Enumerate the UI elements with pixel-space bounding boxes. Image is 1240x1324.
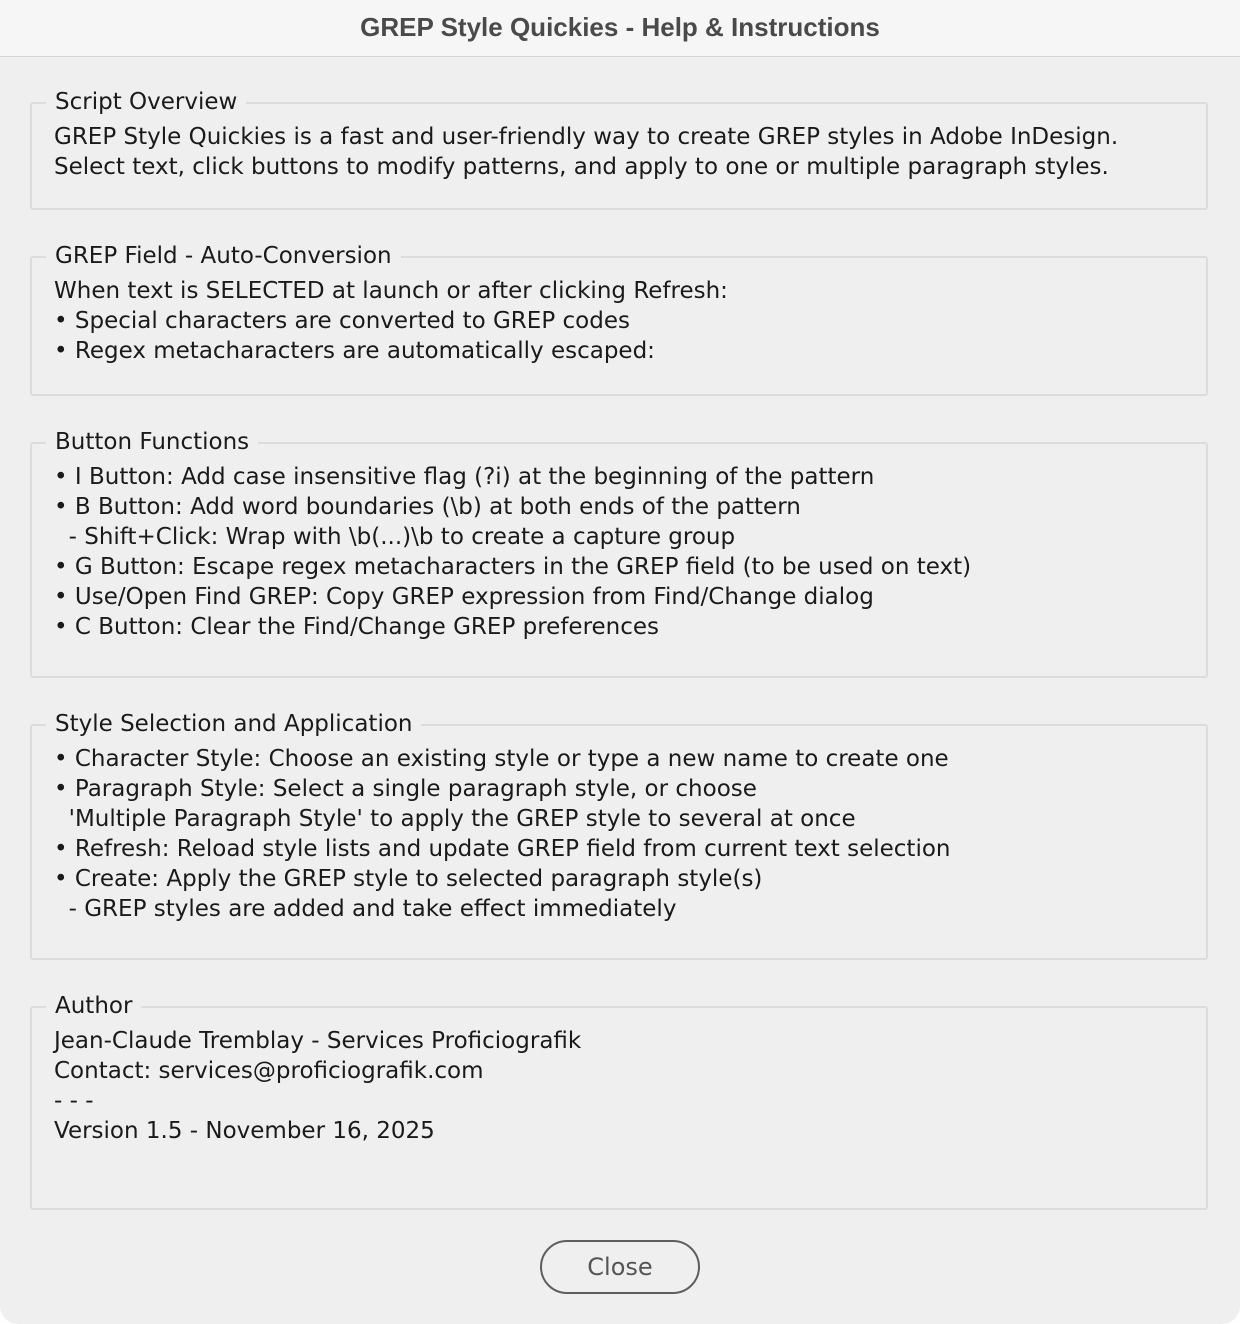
window-title: GREP Style Quickies - Help & Instructions [360,12,880,42]
button-functions-line: • C Button: Clear the Find/Change GREP preferences [54,614,660,640]
grep-field-line: When text is SELECTED at launch or after clicking Refresh: [54,278,728,304]
button-functions-line: • I Button: Add case insensitive flag (?i) at the beginning of the pattern [54,464,875,490]
button-functions-line: • Use/Open Find GREP: Copy GREP expression from Find/Change dialog [54,584,874,610]
grep-field-line: • Regex metacharacters are automatically escaped: [54,338,655,364]
button-functions-line: • B Button: Add word boundaries (\b) at both ends of the pattern [54,494,801,520]
close-button[interactable]: Close [540,1240,700,1294]
panel-title-button-functions: Button Functions [46,426,258,458]
panel-script-overview [30,89,1208,210]
panel-body-style-selection [54,744,1196,924]
style-selection-line: • Refresh: Reload style lists and update GREP field from current text selection [54,836,951,862]
overview-line: GREP Style Quickies is a fast and user-friendly way to create GREP styles in Adobe InDesign. [54,124,1119,150]
panel-body-author [54,1026,1196,1146]
overview-line: Select text, click buttons to modify patterns, and apply to one or multiple paragraph styles. [54,154,1109,180]
version-line: Version 1.5 - November 16, 2025 [54,1118,435,1144]
title-bar [0,0,1240,57]
author-separator-line: - - - [54,1088,94,1114]
style-selection-line: - GREP styles are added and take effect immediately [54,896,677,922]
button-functions-line: - Shift+Click: Wrap with \b(...)\b to create a capture group [54,524,736,550]
style-selection-line: • Create: Apply the GREP style to selected paragraph style(s) [54,866,763,892]
panel-title-author: Author [46,990,141,1022]
panel-button-functions [30,429,1208,678]
button-functions-line: • G Button: Escape regex metacharacters in the GREP field (to be used on text) [54,554,972,580]
panel-body-script-overview [54,122,1196,182]
panel-author [30,993,1208,1210]
style-selection-line: • Character Style: Choose an existing style or type a new name to create one [54,746,949,772]
style-selection-line: • Paragraph Style: Select a single paragraph style, or choose [54,776,757,802]
grep-field-line: • Special characters are converted to GREP codes [54,308,630,334]
panel-style-selection [30,711,1208,960]
style-selection-line: 'Multiple Paragraph Style' to apply the GREP style to several at once [54,806,856,832]
panel-title-script-overview: Script Overview [46,86,246,118]
panel-body-grep-field [54,276,1196,366]
author-contact-line: Contact: services@proficiografik.com [54,1058,484,1084]
panel-title-grep-field: GREP Field - Auto-Conversion [46,240,401,272]
panel-grep-field [30,243,1208,396]
author-name-line: Jean-Claude Tremblay - Services Proficiografik [54,1028,582,1054]
panel-body-button-functions [54,462,1196,642]
panel-title-style-selection: Style Selection and Application [46,708,421,740]
